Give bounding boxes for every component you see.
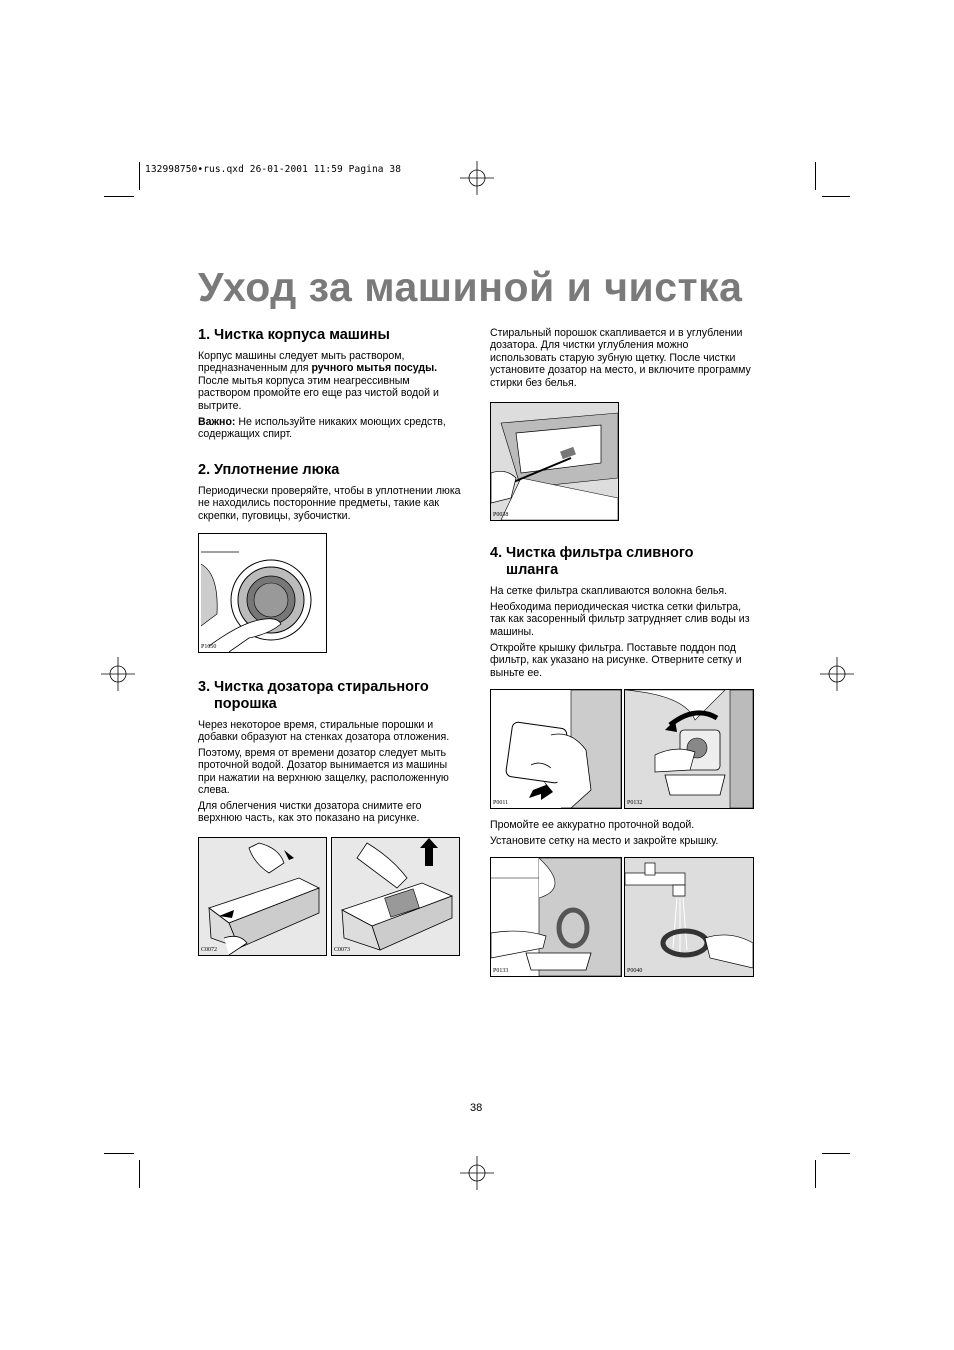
crop-mark: [104, 1153, 134, 1154]
crop-mark: [815, 1160, 816, 1188]
registration-mark-bottom: [460, 1156, 494, 1190]
heading-text: Уплотнение люка: [214, 462, 340, 478]
heading-text: Чистка фильтра сливного: [506, 545, 694, 561]
figure-filter-cover: [490, 689, 622, 809]
heading-text: Чистка корпуса машины: [214, 327, 390, 343]
text-run: Не используйте никаких моющих средств, содержащих спирт.: [198, 416, 446, 441]
dispenser-remove-illustration: [199, 838, 326, 955]
section-4-paragraph-5: Установите сетку на место и закройте крышку.: [490, 835, 719, 847]
crop-mark: [139, 162, 140, 190]
section-2-heading: [198, 462, 339, 479]
section-number: 3.: [198, 679, 211, 695]
section-3-paragraph-3: Для облегчения чистки дозатора снимите его верхнюю часть, как это показано на рисунке.: [198, 800, 422, 825]
section-number: 4.: [490, 545, 503, 561]
registration-mark-right: [820, 657, 854, 691]
figure-code: P0133: [493, 968, 509, 974]
page-number: 38: [470, 1102, 483, 1114]
figure-door-seal: [198, 533, 327, 653]
section-1-heading: [198, 327, 390, 344]
section-4-paragraph-3: Откройте крышку фильтра. Поставьте поддон под фильтр, как указано на рисунке. Отверните сетку и выньте ее.: [490, 642, 742, 679]
figure-dispenser-remove: [198, 837, 327, 956]
figure-code: P1050: [201, 644, 217, 650]
door-seal-illustration: [199, 534, 326, 652]
figure-toothbrush-cleaning: [490, 402, 619, 521]
section-number: 1.: [198, 327, 211, 343]
figure-code: P0040: [627, 968, 643, 974]
crop-mark: [104, 196, 134, 197]
figure-code: C0073: [334, 947, 351, 953]
text-run: Корпус машины следует мыть раствором, предназначенным для: [198, 350, 405, 375]
filter-removed-illustration: [491, 858, 621, 976]
section-3-paragraph-2: Поэтому, время от времени дозатор следует мыть проточной водой. Дозатор вынимается из машины при нажатии на верхнюю защелку, расположенную слева.: [198, 747, 449, 797]
file-slug: 132998750•rus.qxd 26-01-2001 11:59 Pagina 38: [145, 164, 402, 175]
figure-code: C0072: [201, 947, 218, 953]
section-3-heading: [198, 679, 429, 713]
bold-text: Важно:: [198, 416, 236, 428]
filter-cover-illustration: [491, 690, 621, 808]
heading-text: порошка: [214, 696, 277, 712]
registration-mark-left: [101, 657, 135, 691]
section-1-paragraph-1: [198, 350, 464, 412]
figure-code: P0038: [493, 512, 509, 518]
figure-code: P0011: [493, 800, 509, 806]
section-2-paragraph: Периодически проверяйте, чтобы в уплотнении люка не находились посторонние предметы, такие как скрепки, пуговицы, зубочистки.: [198, 485, 461, 522]
right-column-paragraph: Стиральный порошок скапливается и в углублении дозатора. Для чистки углубления можно использовать старую зубную щетку. После чистки установите дозатор на место, и включите программу стирки без белья.: [490, 327, 751, 389]
figure-filter-removed: [490, 857, 622, 977]
text-run: После мытья корпуса этим неагрессивным раствором промойте его еще раз чистой водой и вытрите.: [198, 374, 439, 412]
figure-code: P0132: [627, 800, 643, 806]
section-4-paragraph-2: Необходима периодическая чистка сетки фильтра, так как засоренный фильтр затрудняет слив воды из машины.: [490, 601, 750, 638]
page-title: Уход за машиной и чистка: [198, 264, 743, 310]
filter-tray-illustration: [625, 690, 753, 808]
section-4-paragraph-1: На сетке фильтра скапливаются волокна белья.: [490, 585, 728, 597]
crop-mark: [139, 1160, 140, 1188]
crop-mark: [815, 162, 816, 190]
figure-filter-rinse: [624, 857, 754, 977]
section-3-paragraph-1: Через некоторое время, стиральные порошки и добавки образуют на стенках дозатора отложения.: [198, 719, 450, 744]
section-4-paragraph-4: Промойте ее аккуратно проточной водой.: [490, 819, 695, 831]
heading-text: Чистка дозатора стирального: [214, 679, 429, 695]
section-4-heading: [490, 545, 694, 579]
heading-text: шланга: [506, 562, 559, 578]
registration-mark-top: [460, 161, 494, 195]
toothbrush-illustration: [491, 403, 618, 520]
crop-mark: [822, 1153, 850, 1154]
figure-dispenser-top: [331, 837, 460, 956]
section-number: 2.: [198, 462, 211, 478]
section-1-paragraph-2: [198, 416, 464, 441]
crop-mark: [822, 196, 850, 197]
figure-filter-tray: [624, 689, 754, 809]
filter-rinse-illustration: [625, 858, 753, 976]
dispenser-top-illustration: [332, 838, 459, 955]
bold-text: ручного мытья посуды.: [311, 362, 438, 375]
